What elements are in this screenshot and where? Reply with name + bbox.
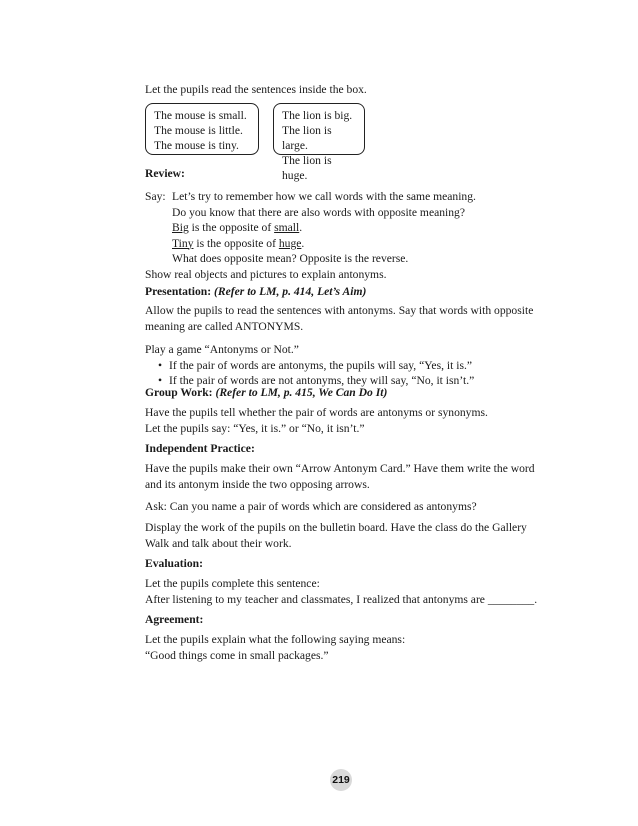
group-work-line: Let the pupils say: “Yes, it is.” or “No, it isn’t.”	[145, 421, 365, 435]
presentation-ref: (Refer to LM, p. 414, Let’s Aim)	[214, 285, 367, 298]
review-line	[172, 236, 548, 252]
agreement-text	[145, 632, 548, 663]
bullet-icon: •	[158, 374, 163, 387]
group-work-line: Have the pupils tell whether the pair of words are antonyms or synonyms.	[145, 406, 488, 419]
underlined-word: Big	[172, 221, 189, 234]
underlined-word: small	[274, 221, 300, 234]
review-text: is the opposite of	[188, 221, 275, 234]
box-line: The lion is huge.	[282, 154, 332, 182]
box-line: The mouse is small.	[154, 109, 247, 122]
presentation-game	[145, 342, 548, 389]
bullet-item	[145, 358, 548, 374]
review-show: Show real objects and pictures to explain antonyms.	[145, 267, 387, 281]
box-line: The lion is big.	[282, 109, 353, 122]
evaluation-text	[145, 576, 548, 607]
review-text: .	[301, 236, 305, 250]
page-number: 219	[330, 769, 352, 791]
independent-display: Display the work of the pupils on the bulletin board. Have the class do the Gallery Walk and talk about their work.	[145, 521, 527, 550]
presentation-heading-line	[145, 284, 548, 300]
game-title: Play a game “Antonyms or Not.”	[145, 343, 299, 356]
sentence-box-mouse	[145, 103, 259, 155]
agreement-heading: Agreement:	[145, 613, 204, 626]
group-work-heading-line	[145, 385, 548, 401]
presentation-heading: Presentation:	[145, 285, 212, 298]
group-work-ref: (Refer to LM, p. 415, We Can Do It)	[215, 386, 388, 399]
sentence-box-lion	[273, 103, 365, 182]
underlined-word: huge	[278, 236, 302, 250]
evaluation-line: After listening to my teacher and classmates, I realized that antonyms are ________.	[145, 592, 538, 606]
review-text: is the opposite of	[193, 236, 279, 250]
group-work-heading: Group Work:	[145, 386, 213, 399]
review-say	[145, 189, 548, 282]
box-line: The mouse is little.	[154, 124, 243, 137]
review-heading: Review:	[145, 167, 185, 180]
bullet-text: If the pair of words are antonyms, the pupils will say, “Yes, it is.”	[169, 358, 472, 372]
say-label: Say:	[145, 190, 166, 203]
bullet-icon: •	[158, 358, 163, 372]
review-line: What does opposite mean? Opposite is the reverse.	[172, 252, 409, 265]
presentation-text: Allow the pupils to read the sentences with antonyms. Say that words with opposite meaning are called ANTONYMS.	[145, 304, 534, 333]
review-line: Do you know that there are also words with opposite meaning?	[172, 205, 465, 219]
box-line: The mouse is tiny.	[154, 139, 239, 152]
independent-heading: Independent Practice:	[145, 442, 255, 455]
box-line: The lion is large.	[282, 124, 332, 152]
underlined-word: Tiny	[172, 236, 194, 250]
independent-text: Have the pupils make their own “Arrow Antonym Card.” Have them write the word and its antonym inside the two opposing arrows.	[145, 462, 535, 491]
review-text: .	[299, 221, 303, 234]
evaluation-line: Let the pupils complete this sentence:	[145, 577, 320, 590]
agreement-line: Let the pupils explain what the following saying means:	[145, 633, 406, 646]
group-work-text	[145, 405, 548, 436]
bullet-text: If the pair of words are not antonyms, they will say, “No, it isn’t.”	[169, 374, 475, 387]
agreement-line: “Good things come in small packages.”	[145, 648, 329, 662]
review-line	[172, 220, 548, 236]
independent-ask: Ask: Can you name a pair of words which are considered as antonyms?	[145, 500, 477, 513]
evaluation-heading: Evaluation:	[145, 557, 203, 570]
review-line: Let’s try to remember how we call words with the same meaning.	[172, 190, 476, 203]
intro-text: Let the pupils read the sentences inside the box.	[145, 83, 367, 96]
